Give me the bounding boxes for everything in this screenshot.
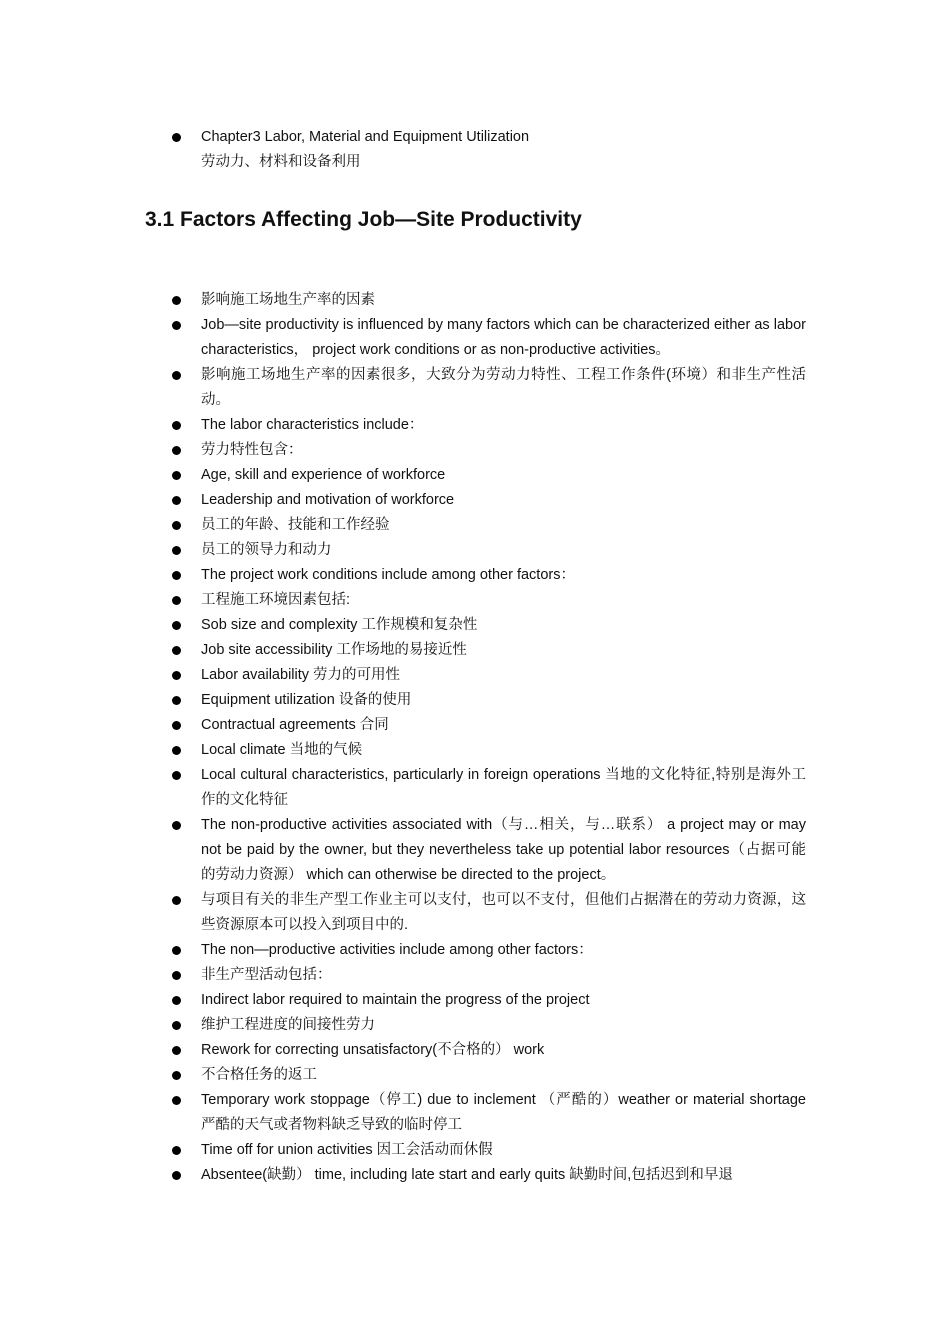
bullet-icon xyxy=(172,721,181,730)
list-item-text: Equipment utilization 设备的使用 xyxy=(201,692,412,708)
bullet-icon xyxy=(172,821,181,830)
list-item-text: Temporary work stoppage（停工) due to inclement （严酷的）weather or material shortage 严酷的天气或者物料缺乏导致的临时停工 xyxy=(201,1092,806,1133)
bullet-icon xyxy=(172,546,181,555)
list-item xyxy=(172,288,806,313)
list-item xyxy=(172,738,806,763)
list-item xyxy=(172,488,806,513)
bullet-list xyxy=(172,288,806,1188)
list-item-text: Rework for correcting unsatisfactory(不合格的） work xyxy=(201,1042,545,1058)
bullet-icon xyxy=(172,133,181,142)
list-item xyxy=(172,663,806,688)
list-item xyxy=(172,713,806,738)
list-item-text: The labor characteristics include： xyxy=(201,417,424,433)
bullet-icon xyxy=(172,371,181,380)
list-item-text: Leadership and motivation of workforce xyxy=(201,492,455,508)
bullet-icon xyxy=(172,421,181,430)
bullet-icon xyxy=(172,321,181,330)
list-item xyxy=(172,763,806,813)
list-item xyxy=(172,813,806,888)
list-item xyxy=(172,313,806,363)
list-item-text: 员工的年龄、技能和工作经验 xyxy=(201,517,390,533)
bullet-icon xyxy=(172,471,181,480)
list-item-text: 不合格任务的返工 xyxy=(201,1067,317,1083)
bullet-icon xyxy=(172,1021,181,1030)
list-item-text: Job—site productivity is influenced by many factors which can be characterized either as labor characteristics， project work conditions or as non-productive activities。 xyxy=(201,317,806,358)
list-item xyxy=(172,413,806,438)
list-item-text: Sob size and complexity 工作规模和复杂性 xyxy=(201,617,478,633)
bullet-icon xyxy=(172,496,181,505)
chapter-list xyxy=(172,125,806,175)
list-item xyxy=(172,1063,806,1088)
bullet-icon xyxy=(172,521,181,530)
list-item-text: 工程施工环境因素包括: xyxy=(201,592,351,608)
bullet-icon xyxy=(172,1046,181,1055)
bullet-icon xyxy=(172,446,181,455)
bullet-icon xyxy=(172,646,181,655)
list-item-text: Local cultural characteristics, particularly in foreign operations 当地的文化特征,特别是海外工作的文化特征 xyxy=(201,767,806,808)
list-item-text: Absentee(缺勤） time, including late start and early quits 缺勤时间,包括迟到和早退 xyxy=(201,1167,733,1183)
list-item-text: 与项目有关的非生产型工作业主可以支付，也可以不支付，但他们占据潜在的劳动力资源，这些资源原本可以投入到项目中的. xyxy=(201,892,806,933)
list-item-text: 影响施工场地生产率的因素 xyxy=(201,292,375,308)
bullet-icon xyxy=(172,571,181,580)
list-item xyxy=(172,888,806,938)
list-item xyxy=(172,1088,806,1138)
list-item xyxy=(172,638,806,663)
list-item xyxy=(172,538,806,563)
list-item xyxy=(172,463,806,488)
list-item-text: 员工的领导力和动力 xyxy=(201,542,332,558)
list-item-text: Contractual agreements 合同 xyxy=(201,717,389,733)
list-item xyxy=(172,363,806,413)
list-item-text: Indirect labor required to maintain the progress of the project xyxy=(201,992,590,1008)
list-item xyxy=(172,1163,806,1188)
list-item-text: 维护工程进度的间接性劳力 xyxy=(201,1017,375,1033)
chapter-title: Chapter3 Labor, Material and Equipment Utilization xyxy=(201,129,530,145)
bullet-icon xyxy=(172,746,181,755)
list-item xyxy=(172,938,806,963)
bullet-icon xyxy=(172,596,181,605)
bullet-icon xyxy=(172,1096,181,1105)
bullet-icon xyxy=(172,896,181,905)
bullet-icon xyxy=(172,296,181,305)
list-item-text: The project work conditions include among other factors： xyxy=(201,567,575,583)
list-item-text: Local climate 当地的气候 xyxy=(201,742,363,758)
bullet-icon xyxy=(172,771,181,780)
list-item xyxy=(172,1013,806,1038)
list-item xyxy=(172,688,806,713)
list-item-text: Age, skill and experience of workforce xyxy=(201,467,446,483)
section-heading: 3.1 Factors Affecting Job—Site Productivity xyxy=(145,208,582,231)
bullet-icon xyxy=(172,621,181,630)
list-item xyxy=(172,963,806,988)
chapter-title-translation: 劳动力、材料和设备利用 xyxy=(201,154,361,170)
list-item xyxy=(172,613,806,638)
bullet-icon xyxy=(172,671,181,680)
list-item xyxy=(172,1038,806,1063)
list-item-text: 影响施工场地生产率的因素很多，大致分为劳动力特性、工程工作条件(环境）和非生产性活动。 xyxy=(201,367,806,408)
list-item xyxy=(172,988,806,1013)
list-item xyxy=(172,563,806,588)
list-item xyxy=(172,1138,806,1163)
list-item-text: The non-productive activities associated with（与…相关，与…联系） a project may or may not be paid by the owner, but they nevertheless take up potential labor resources（占据可能的劳动力资源） which can otherwise be directed to the project。 xyxy=(201,817,806,883)
list-item-text: Time off for union activities 因工会活动而休假 xyxy=(201,1142,493,1158)
bullet-icon xyxy=(172,1146,181,1155)
list-item-text: 非生产型活动包括： xyxy=(201,967,332,983)
bullet-icon xyxy=(172,696,181,705)
bullet-icon xyxy=(172,971,181,980)
list-item xyxy=(172,588,806,613)
list-item-text: Job site accessibility 工作场地的易接近性 xyxy=(201,642,467,658)
bullet-icon xyxy=(172,1071,181,1080)
list-item-text: Labor availability 劳力的可用性 xyxy=(201,667,401,683)
list-item xyxy=(172,125,806,175)
list-item xyxy=(172,438,806,463)
bullet-icon xyxy=(172,1171,181,1180)
bullet-icon xyxy=(172,946,181,955)
list-item xyxy=(172,513,806,538)
list-item-text: The non—productive activities include among other factors： xyxy=(201,942,593,958)
bullet-icon xyxy=(172,996,181,1005)
list-item-text: 劳力特性包含： xyxy=(201,442,303,458)
